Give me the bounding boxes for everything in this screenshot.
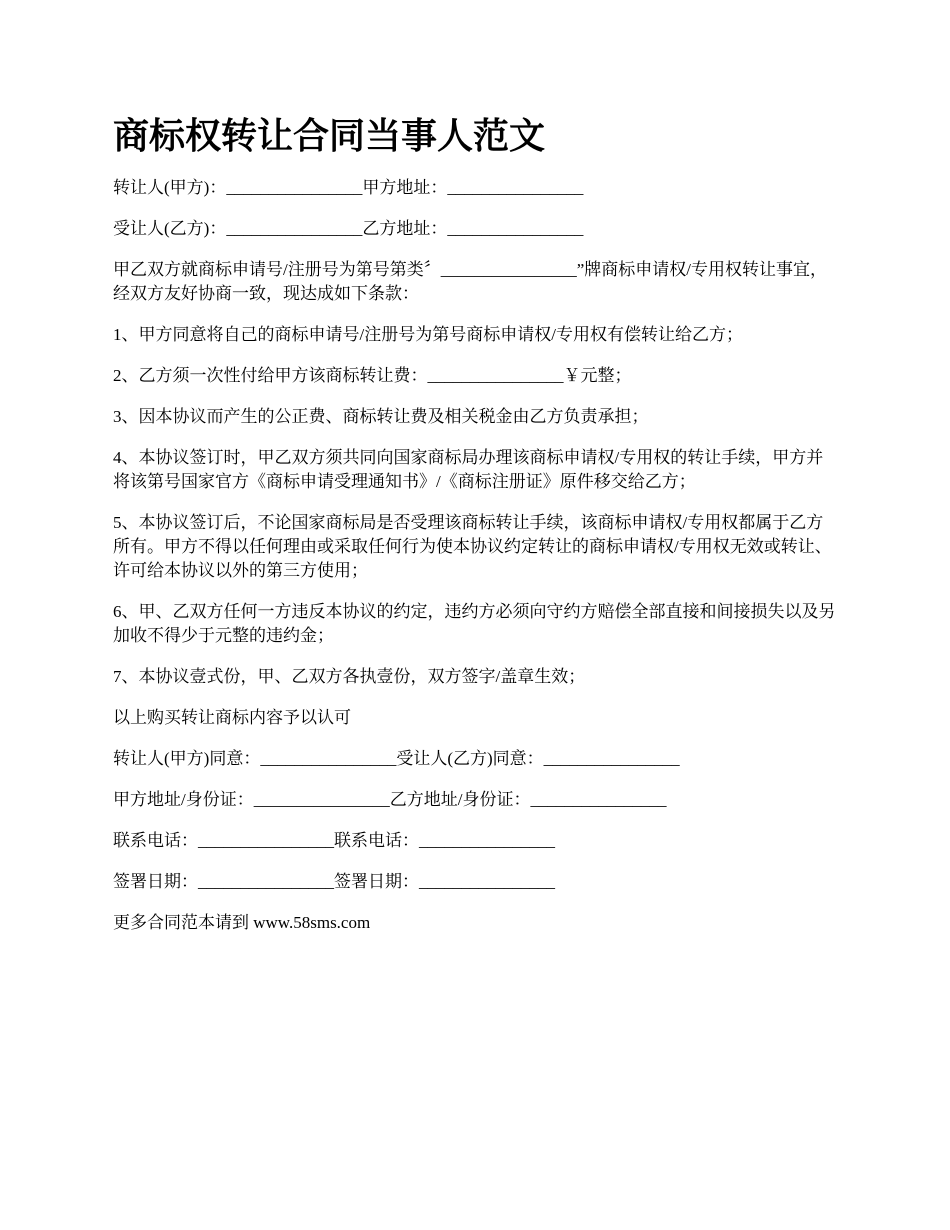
preamble-paragraph: 甲乙双方就商标申请号/注册号为第号第类〞________________”牌商标申请权/专用权转让事宜，经双方友好协商一致，现达成如下条款： — [113, 260, 827, 303]
clause-4: 4、本协议签订时，甲乙双方须共同向国家商标局办理该商标申请权/专用权的转让手续，甲方并将该第号国家官方《商标申请受理通知书》/《商标注册证》原件移交给乙方； — [113, 448, 824, 491]
clause-5: 5、本协议签订后，不论国家商标局是否受理该商标转让手续，该商标申请权/专用权都属于乙方所有。甲方不得以任何理由或采取任何行为使本协议约定转让的商标申请权/专用权无效或转让、许可给本协议以外的第三方使用； — [113, 513, 832, 580]
clause-3: 3、因本协议而产生的公正费、商标转让费及相关税金由乙方负责承担； — [113, 407, 649, 426]
clause-6: 6、甲、乙双方任何一方违反本协议的约定，违约方必须向守约方赔偿全部直接和间接损失以及另加收不得少于元整的违约金； — [113, 602, 836, 645]
footer-more-templates: 更多合同范本请到 www.58sms.com — [113, 913, 371, 932]
clause-7: 7、本协议壹式份，甲、乙双方各执壹份，双方签字/盖章生效； — [113, 667, 586, 686]
clause-1: 1、甲方同意将自己的商标申请号/注册号为第号商标申请权/专用权有偿转让给乙方； — [113, 325, 743, 344]
document-title: 商标权转让合同当事人范文 — [113, 115, 546, 157]
transferee-line: 受让人(乙方)：________________乙方地址：________________ — [113, 219, 584, 238]
address-id-line: 甲方地址/身份证：________________乙方地址/身份证：________________ — [113, 790, 667, 809]
consent-line: 转让人(甲方)同意：________________受让人(乙方)同意：________________ — [113, 749, 680, 768]
clause-2: 2、乙方须一次性付给甲方该商标转让费：________________￥元整； — [113, 366, 632, 385]
transferor-line: 转让人(甲方)：________________甲方地址：________________ — [113, 178, 584, 197]
phone-line: 联系电话：________________联系电话：________________ — [113, 831, 555, 850]
signing-date-line: 签署日期：________________签署日期：________________ — [113, 872, 555, 891]
acknowledgement-line: 以上购买转让商标内容予以认可 — [113, 708, 351, 727]
document-page — [113, 112, 838, 952]
